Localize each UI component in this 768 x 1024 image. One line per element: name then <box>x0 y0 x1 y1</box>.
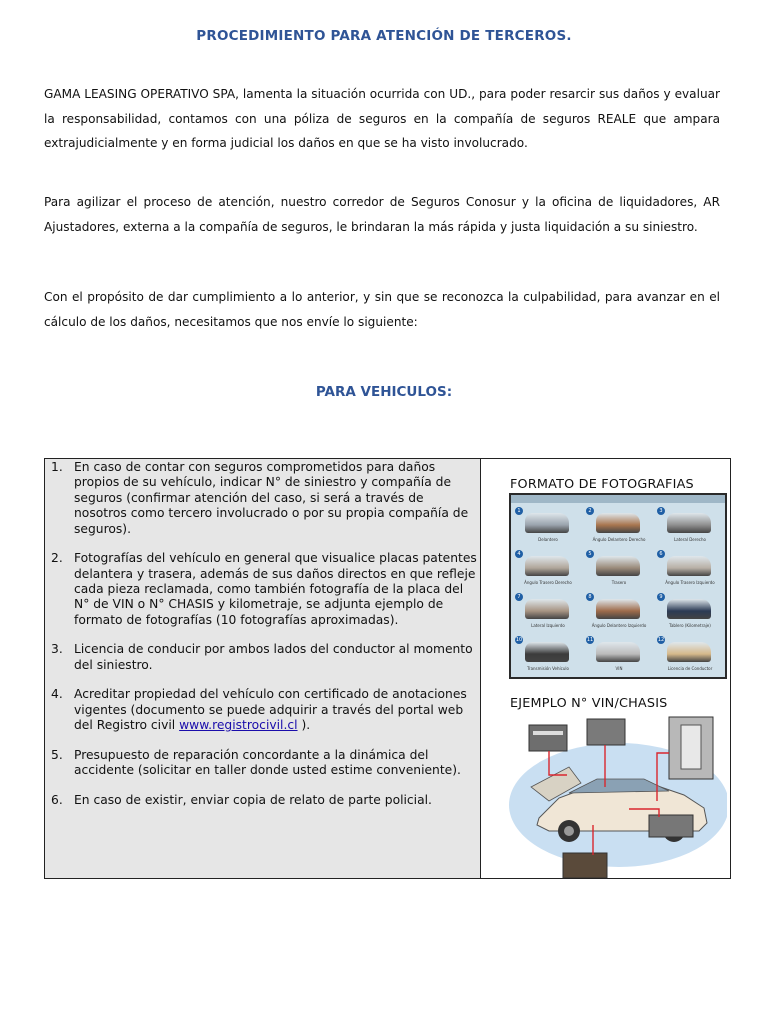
car-photo-thumbnail <box>667 556 711 576</box>
car-photo-thumbnail <box>596 556 640 576</box>
photo-cell <box>586 550 652 594</box>
grid-header-bar <box>511 495 725 503</box>
photo-cell <box>515 550 581 594</box>
car-photo-thumbnail <box>596 642 640 662</box>
photo-caption: Ángulo Trasero Derecho <box>524 580 572 585</box>
car-photo-thumbnail <box>667 599 711 619</box>
photo-format-image <box>509 493 727 679</box>
item-text-before: Acreditar propiedad del vehículo con certificado de anotaciones vigentes (documento se puede adquirir a través del portal web del Registro civil <box>74 687 467 733</box>
vin-inset-photo <box>649 815 693 837</box>
item-text: Fotografías del vehículo en general que visualice placas patentes delantera y trasera, además de sus daños directos en que refleje cada pieza reclamada, como también fotografía de la placa del N° de VIN o N° CHASIS y kilometraje, se adjunta ejemplo de formato de fotografías (10 fotografías aproximadas). <box>74 551 477 627</box>
item-number: 3. <box>51 642 63 657</box>
requirements-list <box>51 460 479 822</box>
photo-number-badge: 2 <box>586 507 594 515</box>
photo-caption: Delantero <box>538 537 558 542</box>
photo-caption: Transmisión Vehículo <box>527 666 569 671</box>
car-photo-thumbnail <box>525 513 569 533</box>
item-text-after: ). <box>297 718 311 733</box>
vin-example-image <box>509 713 727 878</box>
vin-plate-strip <box>533 731 563 735</box>
photo-cell <box>657 507 723 551</box>
photo-cell <box>515 636 581 679</box>
item-text: En caso de existir, enviar copia de relato de parte policial. <box>74 792 432 807</box>
vin-example-label: EJEMPLO N° VIN/CHASIS <box>510 696 668 711</box>
vin-inset-photo <box>587 719 625 745</box>
list-item <box>51 551 479 628</box>
intro-paragraph: GAMA LEASING OPERATIVO SPA, lamenta la situación ocurrida con UD., para poder resarcir sus daños y evaluar la responsabilidad, contamos con una póliza de seguros en la compañía de seguros REALE que ampara extrajudicialmente y en forma judicial los daños en que se ha visto involucrado. <box>44 87 720 150</box>
photo-format-label: FORMATO DE FOTOGRAFIAS <box>510 477 694 492</box>
registro-civil-link[interactable]: www.registrocivil.cl <box>179 718 298 733</box>
photo-caption: Tablero (Kilometraje) <box>669 623 711 628</box>
item-text: Licencia de conducir por ambos lados del conductor al momento del siniestro. <box>74 642 473 672</box>
photo-caption: Lateral Derecho <box>674 537 706 542</box>
photo-number-badge: 8 <box>586 593 594 601</box>
photo-caption: Ángulo Delantero Derecho <box>592 537 646 542</box>
car-photo-thumbnail <box>667 642 711 662</box>
photo-number-badge: 11 <box>586 637 594 643</box>
item-text: Presupuesto de reparación concordante a la dinámica del accidente (solicitar en taller donde usted estime conveniente). <box>74 747 461 778</box>
photo-caption: Ángulo Trasero Izquierdo <box>665 580 715 585</box>
item-number: 6. <box>51 792 63 807</box>
photo-caption: Lateral Izquierdo <box>531 623 565 628</box>
list-item <box>51 460 479 537</box>
car-photo-thumbnail <box>667 513 711 533</box>
car-photo-thumbnail <box>596 513 640 533</box>
vin-inset-photo <box>529 725 567 751</box>
photo-number-badge: 7 <box>515 593 523 601</box>
photo-number-badge: 3 <box>657 507 665 515</box>
vin-inset-photo <box>563 853 607 878</box>
photo-caption: Licencia de Conductor <box>667 666 713 671</box>
photo-cell <box>586 593 652 637</box>
car-photo-thumbnail <box>525 642 569 662</box>
list-item <box>51 642 479 673</box>
photo-number-badge: 6 <box>657 550 665 558</box>
photo-caption: VIN <box>615 666 623 671</box>
door-sticker <box>681 725 701 769</box>
requirements-column <box>45 459 481 878</box>
request-paragraph: Con el propósito de dar cumplimiento a lo anterior, y sin que se reconozca la culpabilidad, para avanzar en el cálculo de los daños, necesitamos que nos envíe lo siguiente: <box>44 290 720 329</box>
list-item <box>51 793 479 808</box>
item-text <box>74 687 479 733</box>
item-number: 1. <box>51 460 63 474</box>
page-title: PROCEDIMIENTO PARA ATENCIÓN DE TERCEROS. <box>196 28 572 44</box>
vin-diagram <box>509 713 727 878</box>
photo-number-badge: 9 <box>657 593 665 601</box>
item-number: 2. <box>51 551 63 566</box>
item-number: 4. <box>51 687 63 702</box>
photo-number-badge: 12 <box>657 637 665 643</box>
photo-cell <box>586 507 652 551</box>
process-paragraph: Para agilizar el proceso de atención, nuestro corredor de Seguros Conosur y la oficina de liquidadores, AR Ajustadores, externa a la compañía de seguros, le brindaran la más rápida y justa liquidación a su siniestro. <box>44 195 720 234</box>
list-item <box>51 748 479 779</box>
photo-number-badge: 1 <box>515 507 523 515</box>
photo-cell <box>515 593 581 637</box>
photo-caption: Ángulo Delantero Izquierdo <box>591 623 647 628</box>
examples-column <box>481 459 730 878</box>
photo-caption: Trasero <box>611 580 627 585</box>
car-photo-thumbnail <box>525 556 569 576</box>
photo-cell <box>657 636 723 679</box>
car-photo-thumbnail <box>525 599 569 619</box>
photo-cell <box>657 550 723 594</box>
section-title: PARA VEHICULOS: <box>315 384 453 400</box>
photo-number-badge: 4 <box>515 550 523 558</box>
requirements-table <box>44 458 731 879</box>
photo-cell <box>586 636 652 679</box>
item-number: 5. <box>51 747 63 762</box>
car-photo-thumbnail <box>596 599 640 619</box>
item-text: En caso de contar con seguros comprometidos para daños propios de su vehículo, indicar N° de siniestro y compañía de seguros (confirmar atención del caso, si será a través de nosotros como tercero involucrado o por su propia compañía de seguros). <box>74 460 469 536</box>
photo-cell <box>657 593 723 637</box>
list-item <box>51 687 479 733</box>
photo-number-badge: 10 <box>515 637 523 643</box>
photo-cell <box>515 507 581 551</box>
hubcap-front <box>564 826 574 836</box>
photo-number-badge: 5 <box>586 550 594 558</box>
